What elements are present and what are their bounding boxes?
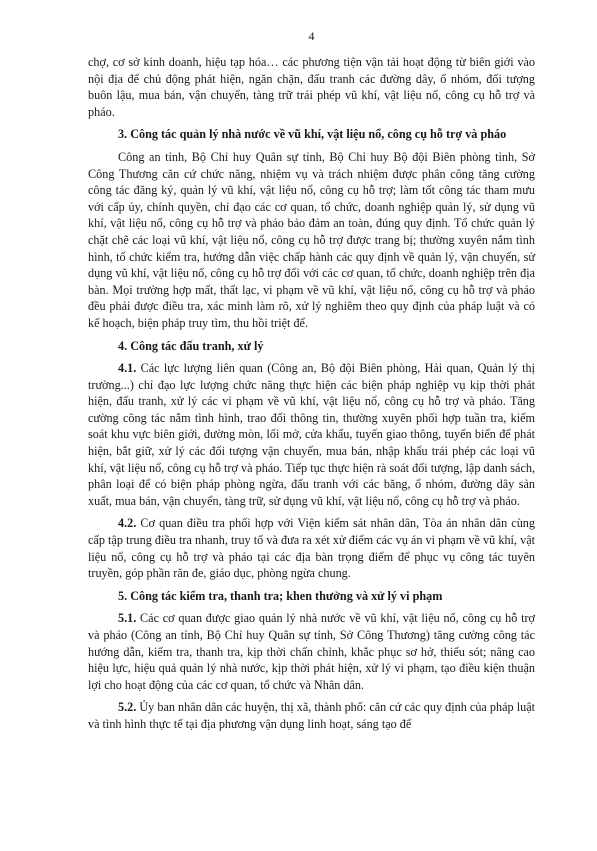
section-5-heading: 5. Công tác kiểm tra, thanh tra; khen thưởng và xử lý vi phạm xyxy=(118,588,443,603)
section-4-1-number: 4.1. xyxy=(118,361,137,376)
section-4-2-text: Cơ quan điều tra phối hợp với Viện kiểm sát nhân dân, Tòa án nhân dân cùng cấp tập trung điều tra nhanh, truy tố và đưa ra xét xử điểm các vụ án vi phạm về vũ khí, vật liệu nổ, công cụ hỗ trợ và pháo tại các địa bàn trọng điểm để phục vụ công tác tuyên truyền, góp phần răn đe, giáo dục, phòng ngừa chung. xyxy=(88,516,535,581)
section-5-2-number: 5.2. xyxy=(118,700,137,715)
page-number: 4 xyxy=(308,29,315,43)
section-4-2-paragraph xyxy=(88,515,535,581)
intro-paragraph: chợ, cơ sở kinh doanh, hiệu tạp hóa… các phương tiện vận tải hoạt động từ biên giới vào nội địa để chủ động phát hiện, ngăn chặn, đấu tranh các đường dây, ổ nhóm, đối tượng buôn lậu, mua bán, vận chuyển, tàng trữ trái phép vũ khí, vật liệu nổ, công cụ hỗ trợ và pháo. xyxy=(88,55,535,119)
section-3-heading: 3. Công tác quản lý nhà nước về vũ khí, vật liệu nổ, công cụ hỗ trợ và pháo xyxy=(118,127,507,142)
section-4-2-number: 4.2. xyxy=(118,516,137,531)
section-4-1-paragraph xyxy=(88,360,535,509)
section-5-2-text: Ủy ban nhân dân các huyện, thị xã, thành phố: căn cứ các quy định của pháp luật và tình hình thực tế tại địa phương vận dụng linh hoạt, sáng tạo để xyxy=(88,700,535,731)
section-5-2-paragraph xyxy=(88,699,535,732)
section-5-1-paragraph xyxy=(88,610,535,693)
section-5-1-number: 5.1. xyxy=(118,611,137,626)
section-4-1-text: Các lực lượng liên quan (Công an, Bộ đội Biên phòng, Hải quan, Quản lý thị trường...) chỉ đạo lực lượng chức năng thực hiện các biện pháp nghiệp vụ kịp thời phát hiện, đấu tranh, xử lý các vi phạm về vũ khí, vật liệu nổ, công cụ hỗ trợ và pháo. Tăng cường công tác nắm tình hình, trao đổi thông tin, thường xuyên phối hợp tuần tra, kiểm soát khu vực biên giới, đường mòn, lối mở, cửa khẩu, tuyến giao thông, tuyến biển để phát hiện, bắt giữ, xử lý các đối tượng vận chuyển, mua bán, nhập khẩu trái phép các loại vũ khí, vật liệu nổ, công cụ hỗ trợ và pháo. Tiếp tục thực hiện rà soát đối tượng, lập danh sách, phân loại để có biện pháp phòng ngừa, đấu tranh với các băng, ổ nhóm, đường dây sản xuất, mua bán, vận chuyển, tàng trữ, sử dụng vũ khí, vật liệu nổ, công cụ hỗ trợ và pháo. xyxy=(88,361,535,508)
section-5-1-text: Các cơ quan được giao quản lý nhà nước về vũ khí, vật liệu nổ, công cụ hỗ trợ và pháo (Công an tỉnh, Bộ Chỉ huy Quân sự tỉnh, Sở Công Thương) tăng cường công tác hướng dẫn, kiểm tra, thanh tra, kịp thời chấn chỉnh, khắc phục sơ hở, thiếu sót; nâng cao hiệu lực, hiệu quả quản lý nhà nước, kịp thời phát hiện, xử lý vi phạm, tạo điều kiện thuận lợi cho hoạt động của các cơ quan, tổ chức và Nhân dân. xyxy=(88,611,535,692)
section-3-paragraph: Công an tỉnh, Bộ Chỉ huy Quân sự tỉnh, Bộ Chỉ huy Bộ đội Biên phòng tỉnh, Sở Công Thương căn cứ chức năng, nhiệm vụ và trách nhiệm được phân công tăng cường công tác đăng ký, quản lý vũ khí, vật liệu nổ, công cụ hỗ trợ; làm tốt công tác tham mưu với cấp ủy, chính quyền, chỉ đạo các cơ quan, tổ chức, doanh nghiệp quản lý, sử dụng vũ khí, vật liệu nổ, công cụ hỗ trợ và pháo bảo đảm an toàn, đúng quy định. Tổ chức quản lý chặt chẽ các loại vũ khí, vật liệu nổ, công cụ hỗ trợ được trang bị; thường xuyên nắm tình hình, tổ chức kiểm tra, hướng dẫn việc chấp hành các quy định về quản lý, vận chuyển, sử dụng vũ khí, vật liệu nổ, công cụ hỗ trợ đối với các cơ quan, tổ chức, doanh nghiệp trên địa bàn. Mọi trường hợp mất, thất lạc, vi phạm về vũ khí, vật liệu nổ, công cụ hỗ trợ và pháo đều phải được điều tra, xác minh làm rõ, xử lý nghiêm theo quy định của pháp luật và có kế hoạch, biện pháp truy tìm, thu hồi triệt để. xyxy=(88,149,535,330)
section-4-heading: 4. Công tác đấu tranh, xử lý xyxy=(118,338,264,353)
